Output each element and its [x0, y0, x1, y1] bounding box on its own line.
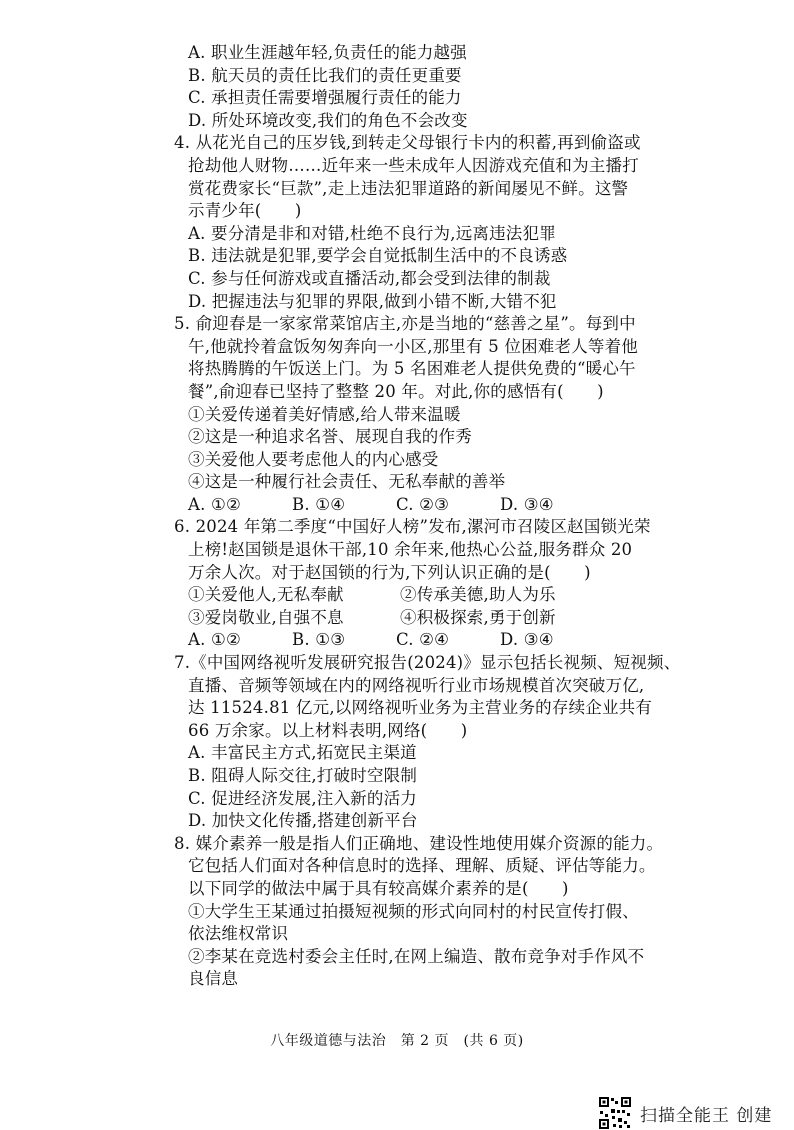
statement-item: ③爱岗敬业,自强不息 — [188, 607, 344, 627]
option-d: D. ③④ — [500, 630, 554, 650]
option-row — [174, 494, 624, 517]
option-d: D. 所处环境改变,我们的角色不会改变 — [188, 110, 468, 130]
option-c: C. ②④ — [396, 630, 450, 650]
question-stem: 上榜!赵国锁是退休干部,10 余年来,他热心公益,服务群众 20 — [188, 540, 633, 560]
question-stem: 赏花费家长“巨款”,走上违法犯罪道路的新闻屡见不鲜。这警 — [188, 178, 629, 198]
statement-item: ①关爱他人,无私奉献 — [188, 585, 344, 605]
option-c: C. 促进经济发展,注入新的活力 — [188, 788, 417, 808]
question-6 — [174, 516, 651, 652]
option-d: D. 加快文化传播,搭建创新平台 — [188, 811, 418, 831]
option-d: D. ③④ — [500, 494, 554, 514]
statement-row — [174, 607, 624, 630]
statement-row — [174, 584, 624, 607]
question-stem: 4. 从花光自己的压岁钱,到转走父母银行卡内的积蓄,再到偷盗或 — [174, 133, 641, 153]
question-stem: 将热腾腾的午饭送上门。为 5 名困难老人提供免费的“暖心午 — [188, 359, 636, 379]
option-a: A. ①② — [188, 494, 241, 514]
question-stem: 万余人次。对于赵国锁的行为,下列认识正确的是( ) — [188, 562, 591, 582]
question-stem: 餐”,俞迎春已坚持了整整 20 年。对此,你的感悟有( ) — [188, 381, 604, 401]
question-stem: 6. 2024 年第二季度“中国好人榜”发布,漯河市召陵区赵国锁光荣 — [174, 517, 651, 537]
question-stem: 以下同学的做法中属于具有较高媒介素养的是( ) — [188, 878, 569, 898]
option-d: D. 把握违法与犯罪的界限,做到小错不断,大错不犯 — [188, 291, 557, 311]
statement-item-continued: 依法维权常识 — [188, 924, 289, 944]
statement-item-continued: 良信息 — [188, 969, 239, 989]
question-column — [174, 42, 681, 991]
option-c: C. 参与任何游戏或直播活动,都会受到法律的制裁 — [188, 268, 551, 288]
question-3-options — [174, 42, 624, 132]
option-b: B. 航天员的责任比我们的责任更重要 — [188, 65, 462, 85]
option-b: B. 违法就是犯罪,要学会自觉抵制生活中的不良诱惑 — [188, 246, 568, 266]
option-row — [174, 629, 624, 652]
statement-item: ①关爱传递着美好情感,给人带来温暖 — [188, 404, 461, 424]
question-stem: 示青少年( ) — [188, 201, 302, 221]
question-stem: 抢劫他人财物……近年来一些未成年人因游戏充值和为主播打 — [188, 155, 639, 175]
statement-item: ②李某在竞选村委会主任时,在网上编造、散布竞争对手作风不 — [188, 946, 645, 966]
question-stem: 5. 俞迎春是一家家常菜馆店主,亦是当地的“慈善之星”。每到中 — [174, 314, 636, 334]
question-stem: 午,他就拎着盒饭匆匆奔向一小区,那里有 5 位困难老人等着他 — [188, 336, 638, 356]
option-c: C. ②③ — [396, 494, 450, 514]
question-4 — [174, 132, 641, 313]
option-c: C. 承担责任需要增强履行责任的能力 — [188, 88, 462, 108]
option-b: B. 阻碍人际交往,打破时空限制 — [188, 766, 418, 785]
question-stem: 8. 媒介素养一般是指人们正确地、建设性地使用媒介资源的能力。 — [174, 833, 664, 853]
question-stem: 直播、音频等领域在内的网络视听行业市场规模首次突破万亿, — [188, 675, 645, 695]
question-stem: 达 11524.81 亿元,以网络视听业务为主营业务的存续企业共有 — [188, 698, 653, 718]
question-5 — [174, 313, 638, 516]
question-stem: 它包括人们面对各种信息时的选择、理解、质疑、评估等能力。 — [188, 856, 656, 876]
option-a: A. ①② — [188, 630, 241, 650]
statement-item: ①大学生王某通过拍摄短视频的形式向同村的村民宣传打假、 — [188, 901, 639, 921]
option-a: A. 丰富民主方式,拓宽民主渠道 — [188, 743, 417, 763]
watermark-text: 扫描全能王 创建 — [640, 1105, 773, 1126]
option-b: B. ①④ — [292, 494, 346, 514]
option-a: A. 要分清是非和对错,杜绝不良行为,远离违法犯罪 — [188, 223, 556, 243]
statement-item: ④积极探索,勇于创新 — [400, 607, 556, 627]
statement-item: ④这是一种履行社会责任、无私奉献的善举 — [188, 472, 506, 492]
page-footer: 八年级道德与法治 第 2 页 (共 6 页) — [270, 1033, 524, 1049]
question-7 — [174, 652, 681, 833]
statement-item: ②这是一种追求名誉、展现自我的作秀 — [188, 427, 472, 447]
statement-item: ③关爱他人要考虑他人的内心感受 — [188, 449, 439, 469]
option-a: A. 职业生涯越年轻,负责任的能力越强 — [188, 43, 467, 62]
question-8 — [174, 833, 664, 991]
question-stem: 66 万余家。以上材料表明,网络( ) — [188, 720, 468, 740]
statement-item: ②传承美德,助人为乐 — [400, 585, 556, 605]
question-stem: 7.《中国网络视听发展研究报告(2024)》显示包括长视频、短视频、 — [174, 653, 681, 673]
option-b: B. ①③ — [292, 630, 346, 650]
